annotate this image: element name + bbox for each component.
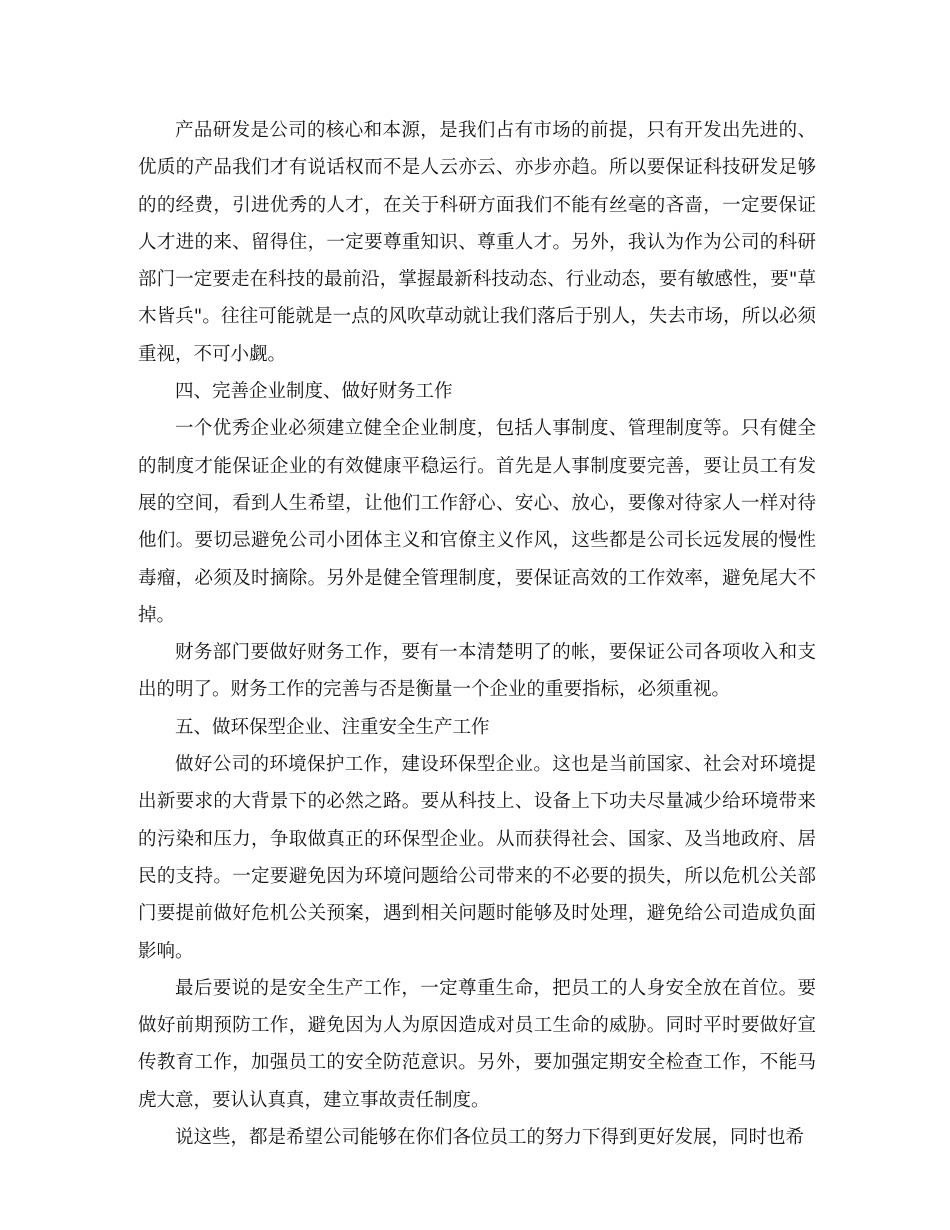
paragraph-safety: 最后要说的是安全生产工作，一定尊重生命，把员工的人身安全放在首位。要做好前期预防工作，避免因为人为原因造成对员工生命的威胁。同时平时要做好宣传教育工作，加强员工的安全防范意识。另外，要加强定期安全检查工作，不能马虎大意，要认认真真，建立事故责任制度。 (138, 977, 816, 1111)
document-body (138, 112, 816, 1156)
section-heading-four: 四、完善企业制度、做好财务工作 (175, 381, 453, 403)
paragraph-environment: 做好公司的环境保护工作，建设环保型企业。这也是当前国家、社会对环境提出新要求的大背景下的必然之路。要从科技上、设备上下功夫尽量减少给环境带来的污染和压力，争取做真正的环保型企业。从而获得社会、国家、及当地政府、居民的支持。一定要避免因为环境问题给公司带来的不必要的损失，所以危机公关部门要提前做好危机公关预案，遇到相关问题时能够及时处理，避免给公司造成负面影响。 (138, 754, 816, 962)
section-heading-five: 五、做环保型企业、注重安全生产工作 (175, 716, 490, 738)
paragraph-enterprise-system: 一个优秀企业必须建立健全企业制度，包括人事制度、管理制度等。只有健全的制度才能保证企业的有效健康平稳运行。首先是人事制度要完善，要让员工有发展的空间，看到人生希望，让他们工作舒心、安心、放心，要像对待家人一样对待他们。要切忌避免公司小团体主义和官僚主义作风，这些都是公司长远发展的慢性毒瘤，必须及时摘除。另外是健全管理制度，要保证高效的工作效率，避免尾大不掉。 (138, 418, 816, 626)
paragraph-closing: 说这些，都是希望公司能够在你们各位员工的努力下得到更好发展，同时也希 (175, 1127, 805, 1149)
paragraph-product-rd: 产品研发是公司的核心和本源，是我们占有市场的前提，只有开发出先进的、优质的产品我们才有说话权而不是人云亦云、亦步亦趋。所以要保证科技研发足够的的经费，引进优秀的人才，在关于科研方面我们不能有丝毫的吝啬，一定要保证人才进的来、留得住，一定要尊重知识、尊重人才。另外，我认为作为公司的科研部门一定要走在科技的最前沿，掌握最新科技动态、行业动态，要有敏感性，要"草木皆兵"。往往可能就是一点的风吹草动就让我们落后于别人，失去市场，所以必须重视，不可小觑。 (138, 120, 816, 365)
paragraph-finance: 财务部门要做好财务工作，要有一本清楚明了的帐，要保证公司各项收入和支出的明了。财务工作的完善与否是衡量一个企业的重要指标，必须重视。 (138, 642, 816, 701)
